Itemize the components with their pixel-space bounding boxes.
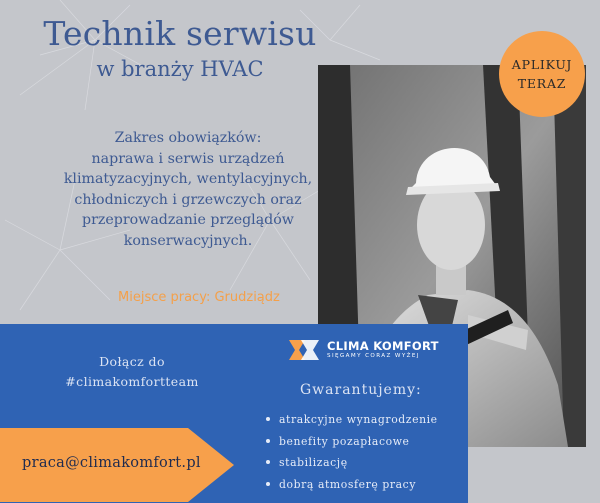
list-item <box>266 409 438 431</box>
bullet-dot-icon <box>266 482 270 486</box>
join-hashtag: #climakomfortteam <box>65 374 199 389</box>
duties-text <box>38 128 338 251</box>
bullet-dot-icon <box>266 439 270 443</box>
duties-line: Zakres obowiązków: <box>114 130 262 146</box>
logo-tagline: SIĘGAMY CORAZ WYŻEJ <box>327 353 420 359</box>
email-link[interactable]: praca@climakomfort.pl <box>22 455 201 471</box>
list-item <box>266 474 438 496</box>
apply-line-1: APLIKUJ <box>511 57 573 72</box>
logo-name: CLIMA KOMFORT <box>327 339 439 353</box>
join-team-text <box>52 352 212 392</box>
benefits-list <box>266 409 438 495</box>
list-item <box>266 452 438 474</box>
page-title <box>20 14 340 82</box>
benefit-text: atrakcyjne wynagrodzenie <box>279 413 438 426</box>
work-location: Miejsce pracy: Grudziądz <box>118 290 280 305</box>
duties-line: chłodniczych i grzewczych oraz <box>74 191 302 208</box>
apply-now-button[interactable] <box>499 31 585 117</box>
title-sub: w branży HVAC <box>96 57 264 81</box>
apply-line-2: TERAZ <box>517 76 567 91</box>
benefit-text: benefity pozapłacowe <box>279 434 410 448</box>
title-main: Technik serwisu <box>43 14 317 53</box>
duties-line: przeprowadzanie przeglądów <box>82 212 294 228</box>
list-item <box>266 431 438 453</box>
duties-line: konserwacyjnych. <box>123 232 253 249</box>
duties-line: klimatyzacyjnych, wentylacyjnych, <box>63 171 313 187</box>
bullet-dot-icon <box>266 460 270 464</box>
guarantee-title: Gwarantujemy: <box>300 382 422 398</box>
benefit-text: dobrą atmosferę pracy <box>279 477 417 491</box>
duties-line: naprawa i serwis urządzeń <box>91 150 285 167</box>
benefit-text: stabilizację <box>279 456 348 469</box>
join-line-1: Dołącz do <box>99 354 165 369</box>
bullet-dot-icon <box>266 417 270 421</box>
